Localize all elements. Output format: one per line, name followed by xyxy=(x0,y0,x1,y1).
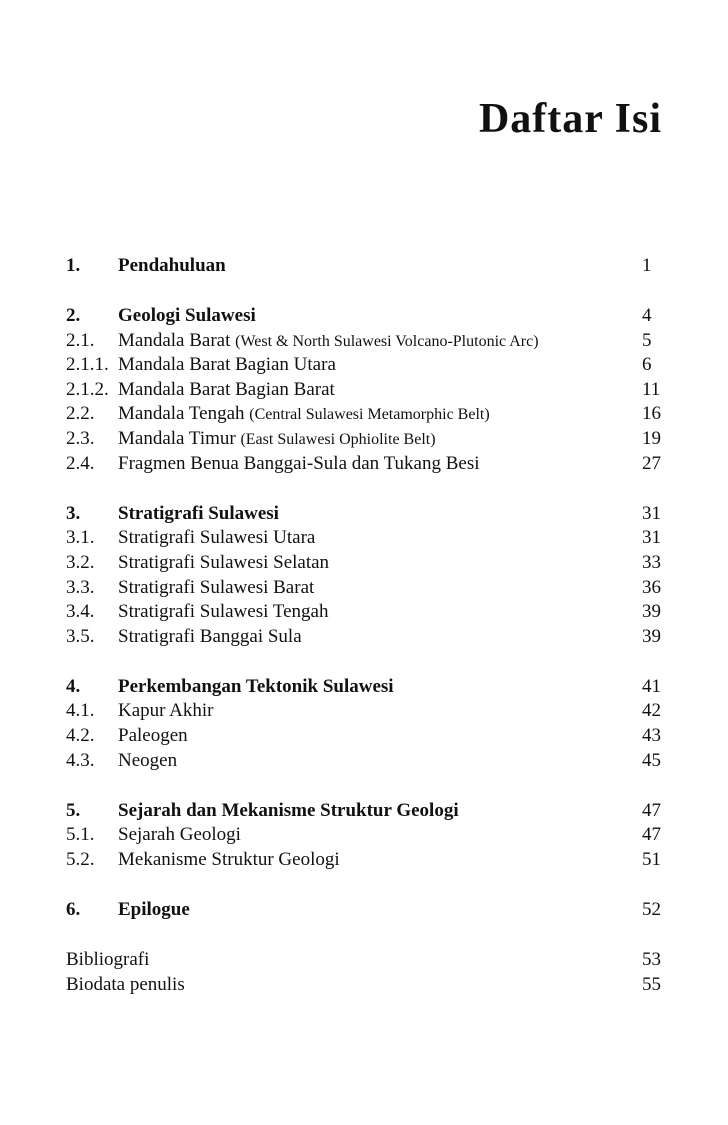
toc-entry-title xyxy=(118,898,190,923)
toc-entry-page-number: 41 xyxy=(642,675,661,697)
toc-entry-title-main: Bibliografi xyxy=(66,949,150,971)
toc-entry-number: 3.3. xyxy=(66,576,95,598)
toc-entry[interactable] xyxy=(66,304,662,329)
toc-entry-number: 2. xyxy=(66,305,81,327)
toc-entry-page-number: 31 xyxy=(642,527,661,549)
toc-entry-title-main: Neogen xyxy=(118,749,178,771)
toc-entry-page-number: 11 xyxy=(642,378,661,400)
toc-entry[interactable] xyxy=(66,898,662,923)
toc-entry[interactable] xyxy=(66,625,662,650)
toc-entry-title xyxy=(118,799,459,824)
toc-entry[interactable] xyxy=(66,749,662,774)
toc-entry-title xyxy=(118,452,480,477)
toc-entry-title xyxy=(118,625,302,650)
toc-entry-title-main: Sejarah Geologi xyxy=(118,824,241,846)
toc-entry-number: 5. xyxy=(66,799,81,821)
toc-group xyxy=(66,675,662,773)
toc-entry-number: 3.5. xyxy=(66,625,95,647)
toc-entry-number: 5.2. xyxy=(66,848,95,870)
toc-group xyxy=(66,799,662,873)
toc-entry-number: 3.4. xyxy=(66,601,95,623)
toc-entry-page-number: 47 xyxy=(642,799,661,821)
toc-entry-page-number: 31 xyxy=(642,502,661,524)
toc-entry-title xyxy=(118,402,490,428)
toc-entry-page-number: 43 xyxy=(642,725,661,746)
toc-entry[interactable] xyxy=(66,353,662,378)
toc-entry-page-number: 1 xyxy=(642,255,652,276)
toc-entry-title-main: Geologi Sulawesi xyxy=(118,305,256,327)
toc-entry-page-number: 47 xyxy=(642,824,661,846)
toc-entry-title-main: Paleogen xyxy=(118,725,188,746)
toc-entry-title xyxy=(118,576,314,601)
toc-entry-page-number: 42 xyxy=(642,700,661,722)
toc-entry-title-main: Mandala Barat Bagian Utara xyxy=(118,354,336,376)
toc-entry-number: 2.4. xyxy=(66,452,95,474)
toc-entry-number: 3.1. xyxy=(66,527,95,549)
toc-entry-page-number: 55 xyxy=(642,973,661,995)
toc-entry-title xyxy=(118,254,226,279)
toc-entry-title xyxy=(66,973,185,998)
toc-entry-title-main: Stratigrafi Sulawesi Barat xyxy=(118,576,315,598)
toc-entry[interactable] xyxy=(66,823,662,848)
toc-entry-title-main: Stratigrafi Banggai Sula xyxy=(118,625,302,647)
toc-entry-page-number: 19 xyxy=(642,428,661,450)
toc-entry-page-number: 52 xyxy=(642,898,661,920)
toc-entry-number: 1. xyxy=(66,255,81,276)
toc-entry-title-main: Stratigrafi Sulawesi Selatan xyxy=(118,551,330,573)
toc-entry-title xyxy=(118,749,177,774)
toc-group xyxy=(66,502,662,650)
toc-entry-page-number: 36 xyxy=(642,576,661,598)
toc-entry-number: 2.2. xyxy=(66,403,95,425)
toc-entry-note: (West & North Sulawesi Volcano-Plutonic Arc) xyxy=(235,332,539,350)
toc-entry[interactable] xyxy=(66,526,662,551)
toc-entry-title-main: Biodata penulis xyxy=(66,973,185,995)
toc-entry-number: 2.1.2. xyxy=(66,378,109,400)
toc-entry-title-main: Stratigrafi Sulawesi xyxy=(118,502,279,524)
toc-entry[interactable] xyxy=(66,699,662,724)
toc-group xyxy=(66,304,662,476)
toc-entry-number: 4. xyxy=(66,675,81,697)
table-of-contents xyxy=(66,254,662,1023)
toc-entry[interactable] xyxy=(66,502,662,527)
toc-entry-page-number: 5 xyxy=(642,329,652,351)
toc-entry[interactable] xyxy=(66,600,662,625)
toc-entry-title xyxy=(118,724,188,749)
toc-entry-title-main: Mandala Barat xyxy=(118,329,231,351)
toc-entry-number: 2.3. xyxy=(66,428,95,450)
toc-entry-title xyxy=(118,304,256,329)
toc-entry-title xyxy=(118,823,241,848)
toc-entry-title-main: Mekanisme Struktur Geologi xyxy=(118,848,340,870)
toc-entry[interactable] xyxy=(66,948,662,973)
toc-entry-title xyxy=(118,699,214,724)
toc-entry[interactable] xyxy=(66,724,662,749)
toc-entry-title xyxy=(118,848,340,873)
toc-entry-title xyxy=(118,551,329,576)
toc-entry-title-main: Stratigrafi Sulawesi Utara xyxy=(118,527,316,549)
toc-entry-page-number: 39 xyxy=(642,625,661,647)
toc-entry-title-main: Sejarah dan Mekanisme Struktur Geologi xyxy=(118,799,459,821)
toc-entry-page-number: 51 xyxy=(642,848,661,870)
toc-entry-page-number: 33 xyxy=(642,551,661,573)
toc-entry[interactable] xyxy=(66,378,662,403)
toc-entry-title xyxy=(118,600,328,625)
toc-entry-title xyxy=(118,353,336,378)
toc-entry-number: 2.1. xyxy=(66,329,95,351)
toc-entry[interactable] xyxy=(66,848,662,873)
toc-entry-page-number: 6 xyxy=(642,354,652,376)
toc-entry-number: 3.2. xyxy=(66,551,95,573)
toc-entry[interactable] xyxy=(66,427,662,452)
toc-entry-number: 5.1. xyxy=(66,824,95,846)
page-title: Daftar Isi xyxy=(478,96,662,142)
toc-entry-number: 3. xyxy=(66,502,81,524)
toc-entry[interactable] xyxy=(66,402,662,427)
toc-entry-number: 4.1. xyxy=(66,700,95,722)
toc-entry-number: 6. xyxy=(66,898,81,920)
toc-entry-title-main: Pendahuluan xyxy=(118,255,226,276)
toc-entry-page-number: 53 xyxy=(642,949,661,971)
toc-entry[interactable] xyxy=(66,675,662,700)
toc-entry-number: 4.2. xyxy=(66,725,95,746)
toc-entry[interactable] xyxy=(66,551,662,576)
toc-entry-page-number: 39 xyxy=(642,601,661,623)
toc-entry-title xyxy=(118,526,315,551)
toc-entry-title-main: Epilogue xyxy=(118,898,190,920)
toc-entry-number: 2.1.1. xyxy=(66,354,109,376)
toc-entry-title xyxy=(118,329,539,355)
toc-entry-note: (East Sulawesi Ophiolite Belt) xyxy=(240,431,436,449)
toc-entry-title-main: Mandala Tengah xyxy=(118,403,245,425)
toc-entry[interactable] xyxy=(66,799,662,824)
toc-entry-title-main: Mandala Timur xyxy=(118,428,236,450)
toc-entry-note: (Central Sulawesi Metamorphic Belt) xyxy=(249,406,490,424)
toc-entry-page-number: 45 xyxy=(642,749,661,771)
toc-entry[interactable] xyxy=(66,452,662,477)
toc-entry[interactable] xyxy=(66,254,662,279)
toc-entry-title-main: Perkembangan Tektonik Sulawesi xyxy=(118,675,394,697)
toc-entry-page-number: 27 xyxy=(642,452,661,474)
toc-entry-page-number: 16 xyxy=(642,403,661,425)
toc-entry-title-main: Mandala Barat Bagian Barat xyxy=(118,378,335,400)
toc-entry-title xyxy=(118,427,436,453)
toc-entry-title-main: Kapur Akhir xyxy=(118,700,214,722)
toc-entry-page-number: 4 xyxy=(642,305,652,327)
toc-group xyxy=(66,898,662,923)
toc-entry-title xyxy=(118,675,394,700)
toc-entry[interactable] xyxy=(66,576,662,601)
toc-entry-title xyxy=(118,502,279,527)
toc-entry-title-main: Stratigrafi Sulawesi Tengah xyxy=(118,601,329,623)
toc-entry[interactable] xyxy=(66,329,662,354)
toc-entry-title xyxy=(118,378,335,403)
toc-entry-number: 4.3. xyxy=(66,749,95,771)
toc-group xyxy=(66,948,662,997)
toc-entry-title xyxy=(66,948,149,973)
toc-entry[interactable] xyxy=(66,973,662,998)
toc-entry-title-main: Fragmen Benua Banggai-Sula dan Tukang Besi xyxy=(118,452,480,474)
toc-group xyxy=(66,254,662,279)
